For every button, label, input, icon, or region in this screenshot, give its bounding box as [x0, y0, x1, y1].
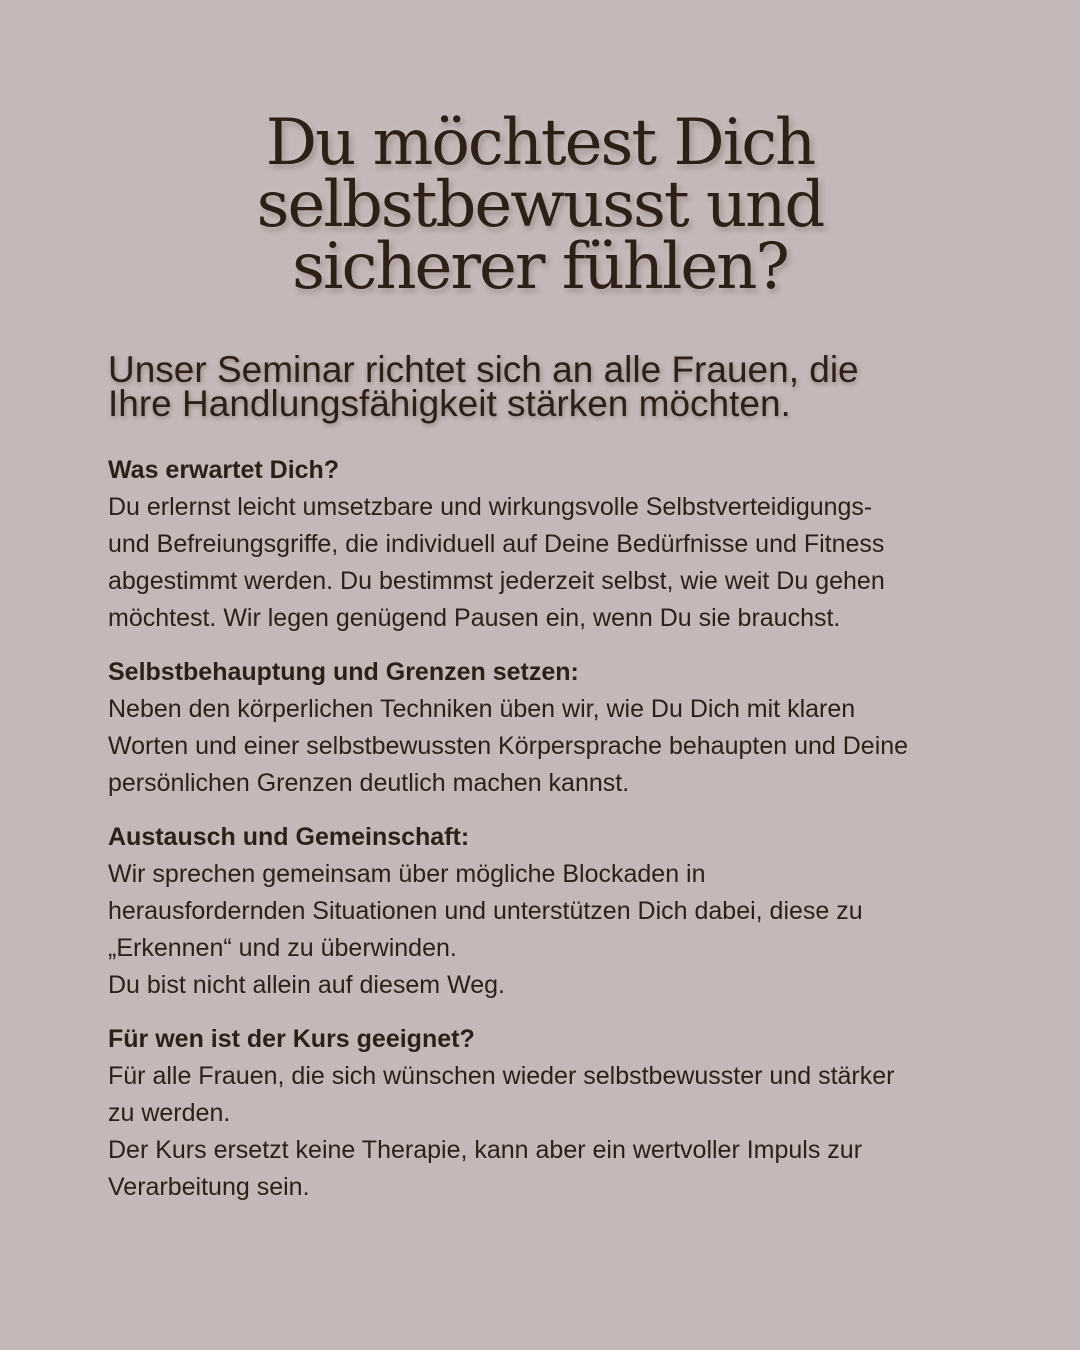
- section-text-line: Neben den körperlichen Techniken üben wir, wie Du Dich mit klaren: [108, 695, 856, 723]
- section-text-line: Wir sprechen gemeinsam über mögliche Blockaden in: [108, 860, 706, 888]
- section-community: [108, 819, 988, 1004]
- intro-subtitle: [108, 349, 988, 424]
- section-boundaries: [108, 654, 988, 802]
- page-title: [140, 106, 940, 304]
- section-text-line: herausfordernden Situationen und unterstützen Dich dabei, diese zu: [108, 897, 863, 925]
- section-text-line: Verarbeitung sein.: [108, 1173, 310, 1201]
- section-text-line: Du bist nicht allein auf diesem Weg.: [108, 971, 505, 999]
- subtitle-line: Ihre Handlungsfähigkeit stärken möchten.: [108, 383, 791, 424]
- title-line: Du möchtest Dich: [265, 106, 815, 180]
- section-heading: Austausch und Gemeinschaft:: [108, 823, 470, 851]
- title-line: selbstbewusst und: [256, 168, 824, 242]
- section-text-line: persönlichen Grenzen deutlich machen kannst.: [108, 769, 630, 797]
- section-text-line: und Befreiungsgriffe, die individuell auf Deine Bedürfnisse und Fitness: [108, 530, 885, 558]
- section-what-to-expect: [108, 452, 988, 637]
- section-text-line: Der Kurs ersetzt keine Therapie, kann aber ein wertvoller Impuls zur: [108, 1136, 863, 1164]
- section-text-line: möchtest. Wir legen genügend Pausen ein, wenn Du sie brauchst.: [108, 604, 841, 632]
- section-heading: Für wen ist der Kurs geeignet?: [108, 1025, 475, 1053]
- section-text-line: Du erlernst leicht umsetzbare und wirkungsvolle Selbstverteidigungs-: [108, 493, 873, 521]
- section-text-line: abgestimmt werden. Du bestimmst jederzeit selbst, wie weit Du gehen: [108, 567, 885, 595]
- content-sections: [108, 452, 988, 1223]
- section-target-group: [108, 1021, 988, 1206]
- section-text-line: „Erkennen“ und zu überwinden.: [108, 934, 457, 962]
- section-text-line: zu werden.: [108, 1099, 231, 1127]
- section-text-line: Für alle Frauen, die sich wünschen wieder selbstbewusster und stärker: [108, 1062, 895, 1090]
- section-text-line: Worten und einer selbstbewussten Körpersprache behaupten und Deine: [108, 732, 909, 760]
- subtitle-line: Unser Seminar richtet sich an alle Frauen, die: [108, 349, 859, 390]
- section-heading: Was erwartet Dich?: [108, 456, 340, 484]
- section-heading: Selbstbehauptung und Grenzen setzen:: [108, 658, 579, 686]
- title-line: sicherer fühlen?: [292, 230, 788, 304]
